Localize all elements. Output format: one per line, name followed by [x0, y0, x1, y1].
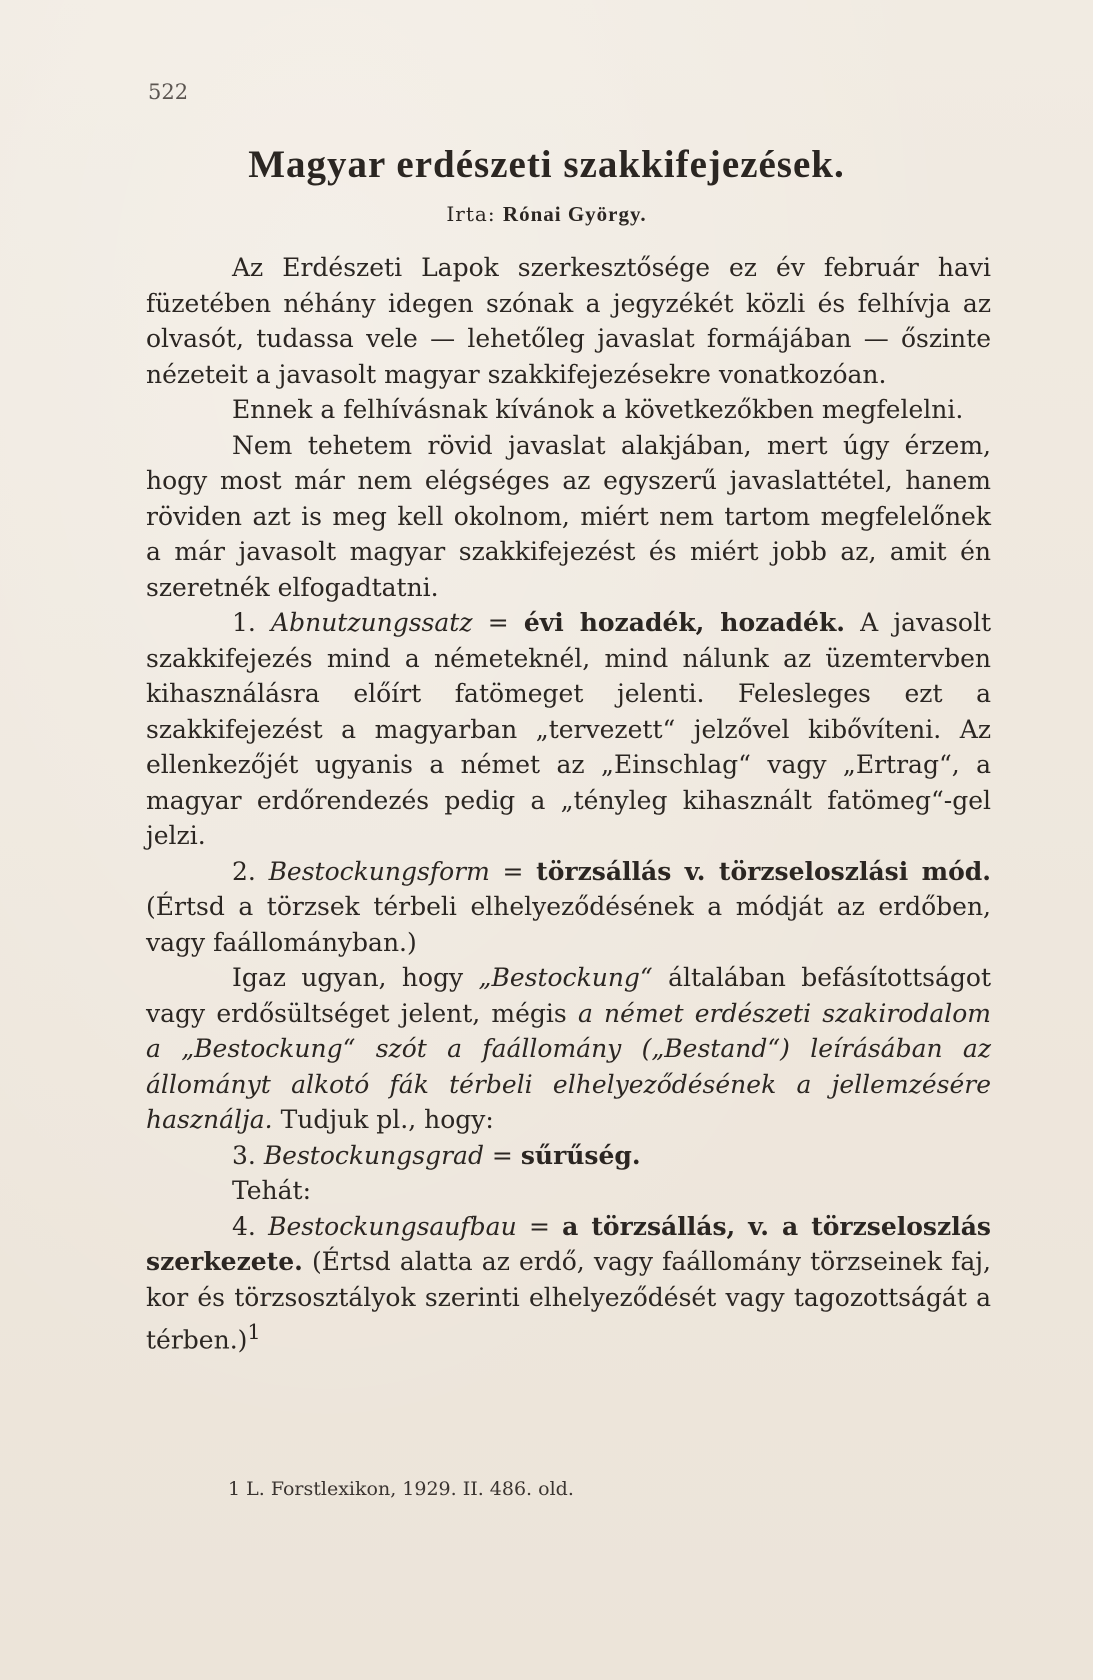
term-explanation: A javasolt szakkifejezés mind a németeknél, mind nálunk az üzemtervben kihasználásra előírt fatömeget jelenti. Felesleges ezt a szakkifejezést a magyarban „tervezett“ jelzővel kibővíteni. Az ellenkezőjét ugyanis a német az „Einschlag“ vagy „Ertrag“, a magyar erdőrendezés pedig a „tényleg kihasznált fatömeg“-gel jelzi.: [146, 608, 991, 850]
igaz-start: Igaz ugyan, hogy: [232, 963, 464, 992]
byline-author: Rónai György.: [502, 202, 647, 226]
igaz-end: Tudjuk pl., hogy:: [280, 1105, 494, 1134]
igaz-mid: általában befásítottságot vagy erdősültséget jelent, mégis: [146, 963, 992, 1028]
equals-sign: =: [491, 1140, 513, 1170]
paragraph-tehat: Tehát:: [232, 1176, 312, 1205]
paragraph-igaz: [146, 960, 991, 1138]
article-title: Magyar erdészeti szakkifejezések.: [248, 143, 845, 186]
byline: [0, 202, 1093, 227]
hungarian-term: a törzsállás, v. a törzseloszlás szerkezete.: [146, 1211, 991, 1276]
page-number: 522: [148, 80, 189, 104]
term-item-2: [146, 854, 991, 961]
term-item-3: [146, 1138, 991, 1174]
term-item-4: [146, 1209, 991, 1358]
paragraph-reasoning: Nem tehetem rövid javaslat alakjában, mert úgy érzem, hogy most már nem elégséges az egyszerű javaslattétel, hanem röviden azt is meg kell okolnom, miért nem tartom megfelelőnek a már javasolt magyar szakkifejezést és miért jobb az, amit én szeretnék elfogadtatni.: [146, 430, 991, 602]
term-item-1: [146, 605, 991, 854]
footnote-text: L. Forstlexikon, 1929. II. 486. old.: [246, 1478, 574, 1500]
hungarian-term: évi hozadék, hozadék.: [523, 608, 845, 637]
term-number: 1.: [232, 608, 256, 637]
byline-prefix: Irta:: [446, 202, 496, 226]
igaz-italic-passage: a német erdészeti szakirodalom a „Bestockung“ szót a faállomány („Bestand“) leírásában az állományt alkotó fák térbeli elhelyeződésének a jellemzésére használja.: [146, 998, 991, 1134]
igaz-quoted-term: „Bestockung“: [478, 963, 653, 992]
hungarian-term: sűrűség.: [520, 1140, 641, 1170]
paragraph-intro: Az Erdészeti Lapok szerkesztősége ez év február havi füzetében néhány idegen szónak a jegyzékét közli és felhívja az olvasót, tudassa vele — lehetőleg javaslat formájában — őszinte nézeteit a javasolt magyar szakkifejezésekre vonatkozóan.: [146, 253, 991, 389]
equals-sign: =: [528, 1211, 550, 1241]
german-term: Bestockungsgrad: [263, 1140, 484, 1170]
equals-sign: =: [487, 608, 509, 637]
german-term: Bestockungsaufbau: [268, 1211, 517, 1241]
german-term: Bestockungsform: [268, 856, 490, 886]
term-number: 4.: [232, 1211, 256, 1241]
article-body: [146, 250, 991, 1358]
term-number: 2.: [232, 856, 256, 886]
term-explanation: (Értsd alatta az erdő, vagy faállomány törzseinek faj, kor és törzsosztályok szerinti elhelyeződését vagy tagozottságát a térben.): [146, 1247, 991, 1355]
footnote-ref: 1: [247, 1320, 261, 1344]
german-term: Abnutzungssatz: [271, 608, 473, 637]
footnote: [228, 1478, 574, 1500]
term-explanation: (Értsd a törzsek térbeli elhelyeződésének a módját az erdőben, vagy faállományban.): [146, 892, 991, 957]
hungarian-term: törzsállás v. törzseloszlási mód.: [536, 856, 991, 886]
term-number: 3.: [232, 1140, 256, 1170]
footnote-mark: 1: [228, 1478, 241, 1500]
paragraph-response: Ennek a felhívásnak kívánok a következőkben megfelelni.: [232, 395, 964, 424]
equals-sign: =: [502, 856, 524, 886]
